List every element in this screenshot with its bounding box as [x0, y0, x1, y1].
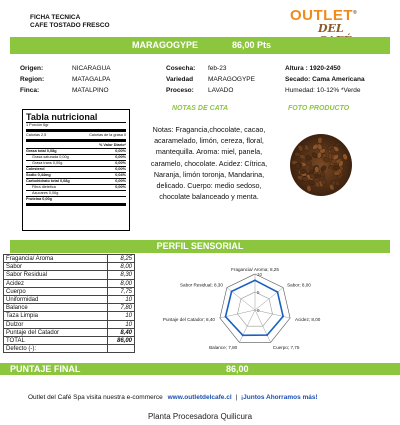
logo-registered: ® [353, 10, 358, 16]
score-value: 8,40 [120, 329, 132, 336]
finca-key: Finca: [20, 87, 40, 94]
score-name: Dulzor [4, 321, 108, 328]
radar-tick-label: 10 [257, 272, 263, 277]
score-name: Taza Limpia [4, 312, 108, 319]
drying-text: Secado: Cama Americana [285, 76, 365, 83]
region-value: MATAGALPA [72, 76, 111, 83]
score-name: Defecto (-): [4, 345, 108, 352]
radar-label-separator: ; [267, 267, 270, 272]
info-col-1 [20, 65, 130, 98]
finca-value: MATALPINO [72, 87, 109, 94]
score-row [3, 321, 135, 329]
calories: Calorias 2,5 [26, 133, 47, 137]
score-value: 8,00 [120, 264, 132, 271]
nutrition-row-value: 0,00% [115, 167, 126, 171]
final-score-bar [0, 363, 400, 375]
radar-value-label: 7,80 [228, 344, 238, 350]
radar-point [282, 316, 284, 318]
nutrition-row-label: Sodio 0,44mg [26, 173, 51, 177]
radar-label-separator: ; [299, 282, 302, 288]
score-name: Balance [4, 304, 108, 311]
final-score-label: PUNTAJE FINAL [10, 364, 81, 374]
humidity-text: Humedad: 10-12% *Verde [285, 87, 361, 94]
altitude-text: Altura : 1920-2450 [285, 65, 341, 72]
radar-label-separator: ; [211, 282, 214, 288]
coffee-beans-photo [287, 131, 355, 199]
score-name: Sabor Residual [4, 271, 108, 278]
radar-label-separator: ; [287, 344, 291, 350]
product-type-label: CAFE TOSTADO FRESCO [30, 22, 110, 29]
radar-value-label: 8,25 [269, 267, 279, 272]
tasting-notes: Notas: Fragancia,chocolate, cacao, acaramelado, limón, cereza, floral, mantequilla. Aroma: miel, panela, caramelo, chocolate. Acidez: Cítrica, Naranja, limón toronja, Mandarina, delicado. Cuerpo: medio sedoso, chocolate balanceado y menta. [150, 125, 268, 202]
radar-tick-label: 5 [257, 290, 260, 295]
nutrition-title: Tabla nutricional [26, 112, 98, 122]
score-value [108, 345, 134, 352]
nutrition-row-label: Fibra dietetica [32, 185, 56, 189]
radar-point [231, 291, 233, 293]
radar-spoke [255, 310, 290, 318]
origin-value: NICARAGUA [72, 65, 111, 72]
radar-tick-label: 0 [257, 308, 260, 313]
nutrition-row-label: Proteina 0,00g [26, 197, 52, 201]
radar-category: Puntaje del Catador [162, 317, 204, 323]
fat-calories: Calorias de la grasa 0 [89, 133, 126, 137]
radar-category: Fragancia/ Aroma [231, 267, 268, 272]
score-name: Fragancia/ Aroma [4, 255, 108, 262]
radar-point [254, 279, 256, 281]
logo-word-delcafe: DEL [318, 22, 344, 35]
score-table [3, 254, 135, 353]
score-row [3, 337, 135, 345]
footer-text: Outlet del Café Spa visita nuestra e-commerce [28, 394, 163, 401]
radar-value-label: 8,30 [213, 282, 223, 288]
radar-axis-label [180, 282, 223, 287]
origin-key: Origen: [20, 65, 44, 72]
nutrition-row-value: 0,00% [115, 161, 126, 165]
radar-point [242, 334, 244, 336]
radar-series-line [226, 280, 284, 335]
radar-axis-label [273, 345, 300, 350]
score-name: Acidez [4, 280, 108, 287]
nutrition-row-label: Grasa saturada 0,00g [32, 155, 69, 159]
score-name: Puntaje del Catador [4, 329, 108, 336]
score-name: TOTAL [4, 337, 108, 344]
radar-value-label: 7,75 [290, 344, 300, 350]
product-points: 86,00 Pts [232, 40, 272, 50]
nutrition-row-label: Azucares 0,06g [32, 191, 59, 195]
radar-label-separator: ; [225, 344, 229, 350]
nutrition-row-label: Grasa total 0,08g [26, 149, 57, 153]
process-key: Proceso: [166, 87, 194, 94]
footer-line [28, 394, 318, 402]
score-value: 10 [125, 313, 132, 320]
coffee-bean [317, 137, 322, 144]
score-value: 7,80 [120, 305, 132, 312]
score-row [3, 345, 135, 353]
title-bar [10, 37, 390, 54]
score-row [3, 263, 135, 271]
radar-value-label: 8,40 [206, 317, 215, 323]
nutrition-row-label: Colesterol [26, 167, 45, 171]
radar-point [277, 291, 279, 293]
serving-size: 1 Porción 6gr [26, 123, 49, 127]
nutrition-rows [26, 148, 126, 202]
product-name: MARAGOGYPE [132, 40, 199, 50]
radar-axis-label [163, 317, 216, 322]
nutrition-row-value: 0,00% [115, 179, 126, 183]
radar-point [266, 334, 268, 336]
info-col-2 [166, 65, 276, 98]
sensory-radar-chart [162, 258, 340, 358]
brand-logo [290, 6, 380, 36]
harvest-key: Cosecha: [166, 65, 196, 72]
info-col-3 [285, 65, 397, 98]
radar-label-separator: ; [203, 317, 207, 323]
variety-key: Variedad [166, 76, 194, 83]
radar-axis-label [231, 267, 279, 272]
nutrition-row-value: 0,00% [115, 155, 126, 159]
footer-slogan: ¡Juntos Ahorramos más! [240, 394, 318, 401]
score-value: 86,00 [116, 337, 132, 344]
process-value: LAVADO [208, 87, 234, 94]
radar-value-label: 8,00 [311, 317, 321, 323]
radar-point [225, 316, 227, 318]
radar-value-label: 8,00 [301, 282, 311, 288]
nutrition-row-value: 0,04% [115, 173, 126, 177]
notes-heading: NOTAS DE CATA [172, 105, 228, 112]
nutrition-row-value: 0,00% [115, 149, 126, 153]
radar-label-separator: ; [308, 317, 312, 323]
nutrition-row [26, 196, 126, 202]
radar-axis-label [287, 282, 311, 287]
score-row [3, 296, 135, 304]
photo-heading: FOTO PRODUCTO [288, 105, 350, 112]
score-value: 8,30 [120, 272, 132, 279]
radar-axis-label [295, 317, 321, 322]
plant-label: Planta Procesadora Quilicura [147, 412, 253, 421]
variety-value: MARAGOGYPE [208, 76, 255, 83]
doc-type-label: FICHA TECNICA [30, 14, 81, 21]
score-row [3, 271, 135, 279]
score-name: Sabor [4, 263, 108, 270]
harvest-value: feb-23 [208, 65, 227, 72]
nutrition-table [22, 109, 130, 231]
score-value: 10 [125, 321, 132, 328]
score-value: 10 [125, 296, 132, 303]
score-row [3, 312, 135, 320]
coffee-bean [334, 171, 341, 176]
radar-category: Acidez [295, 317, 309, 323]
nutrition-row-label: Grasa trans 0,00g [32, 161, 63, 165]
radar-category: Sabor [287, 282, 300, 288]
score-row [3, 288, 135, 296]
nutrition-row-label: Carbohidrato total 0,08g [26, 179, 70, 183]
score-value: 7,75 [120, 288, 132, 295]
score-row [3, 255, 135, 263]
score-value: 8,00 [120, 280, 132, 287]
daily-value-header: % Valor Diario* [98, 143, 126, 147]
score-name: Uniformidad [4, 296, 108, 303]
score-row [3, 304, 135, 312]
nutrition-row-value: 0,00% [115, 185, 126, 189]
radar-category: Cuerpo [272, 344, 288, 350]
radar-category: Sabor Residual [179, 282, 212, 288]
radar-category: Balance [209, 344, 226, 350]
radar-axis-label [209, 345, 238, 350]
website-link[interactable]: www.outletdelcafe.cl [167, 394, 232, 401]
sensory-profile-bar: PERFIL SENSORIAL [10, 240, 390, 253]
region-key: Region: [20, 76, 45, 83]
final-score-value: 86,00 [226, 364, 249, 374]
score-value: 8,25 [120, 256, 132, 262]
score-row [3, 280, 135, 288]
score-name: Cuerpo [4, 288, 108, 295]
score-row [3, 329, 135, 337]
footer-separator: | [235, 394, 238, 401]
logo-word-outlet: OUTLET [290, 7, 353, 24]
